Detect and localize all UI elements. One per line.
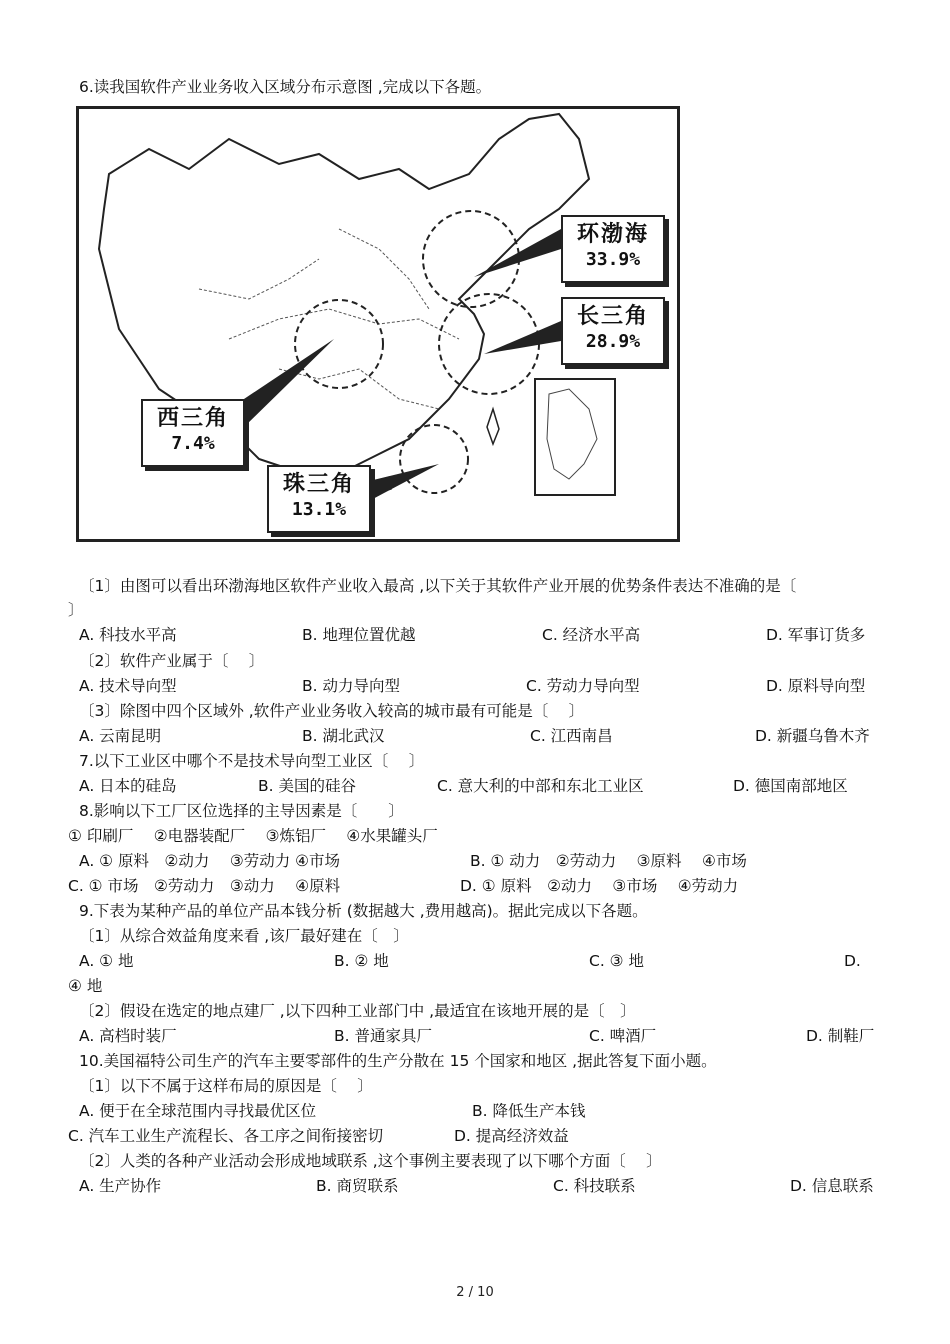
label-yangtze [561,297,665,365]
q9-sub2-option-d[interactable]: D. 制鞋厂 [806,1027,875,1045]
label-west [141,399,245,467]
q9-sub1-option-b[interactable]: B. ② 地 [334,952,389,970]
q6-sub3-option-c[interactable]: C. 江西南昌 [530,727,613,745]
q6-sub3-option-a[interactable]: A. 云南昆明 [79,727,162,745]
q9-sub1-option-c[interactable]: C. ③ 地 [589,952,644,970]
region-circle-bohai [423,211,519,307]
region-percent: 28.9% [585,331,641,352]
region-circle-west [295,300,383,388]
q6-sub2-option-b[interactable]: B. 动力导向型 [302,677,400,695]
q6-sub1-stem: 〔1〕由图可以看出环渤海地区软件产业收入最高 ,以下关于其软件产业开展的优势条件表达不准确的是〔 [79,577,797,595]
q9-sub1-option-a[interactable]: A. ① 地 [79,952,134,970]
q6-sub1-option-d[interactable]: D. 军事订货多 [766,626,866,644]
q10-sub2-option-c[interactable]: C. 科技联系 [553,1177,636,1195]
software-income-map [76,106,680,542]
q9-sub2-option-c[interactable]: C. 啤酒厂 [589,1027,657,1045]
q9-sub1-stem: 〔1〕从综合效益角度来看 ,该厂最好建在〔 〕 [79,927,409,945]
q9-sub2-stem: 〔2〕假设在选定的地点建厂 ,以下四种工业部门中 ,最适宜在该地开展的是〔 〕 [79,1002,636,1020]
q6-sub2-option-a[interactable]: A. 技术导向型 [79,677,177,695]
q10-sub1-option-c[interactable]: C. 汽车工业生产流程长、各工序之间衔接密切 [68,1127,384,1145]
q8-items: ① 印刷厂 ②电器装配厂 ③炼铝厂 ④水果罐头厂 [68,827,438,845]
q8-option-d[interactable]: D. ① 原料 ②动力 ③市场 ④劳动力 [460,877,739,895]
q10-sub2-stem: 〔2〕人类的各种产业活动会形成地域联系 ,这个事例主要表现了以下哪个方面〔 〕 [79,1152,662,1170]
q6-sub3-option-b[interactable]: B. 湖北武汉 [302,727,385,745]
region-name: 珠三角 [282,472,355,497]
q10-sub1-stem: 〔1〕以下不属于这样布局的原因是〔 〕 [79,1077,373,1095]
q8-option-a[interactable]: A. ① 原料 ②动力 ③劳动力 ④市场 [79,852,341,870]
q9-sub2-option-a[interactable]: A. 高档时装厂 [79,1027,177,1045]
label-bohai [561,215,665,283]
q6-sub1-option-c[interactable]: C. 经济水平高 [542,626,641,644]
q6-sub1-stem-end: 〕 [68,601,84,619]
q10-sub1-option-d[interactable]: D. 提高经济效益 [454,1127,569,1145]
region-percent: 7.4% [171,433,215,454]
q6-sub2-stem: 〔2〕软件产业属于〔 〕 [79,652,265,670]
region-name: 环渤海 [576,222,649,247]
q10-sub1-option-a[interactable]: A. 便于在全球范围内寻找最优区位 [79,1102,317,1120]
q9-sub1-option-d[interactable]: D. [844,952,861,970]
region-name: 西三角 [156,406,229,431]
question-8-stem: 8.影响以下工厂区位选择的主导因素是〔 〕 [79,802,404,820]
region-circle-pearl [400,425,468,493]
q6-sub1-option-b[interactable]: B. 地理位置优越 [302,626,416,644]
q10-sub2-option-d[interactable]: D. 信息联系 [790,1177,874,1195]
q10-sub1-option-b[interactable]: B. 降低生产本钱 [472,1102,586,1120]
question-6-title: 6.读我国软件产业业务收入区域分布示意图 ,完成以下各题。 [79,78,492,96]
q7-option-d[interactable]: D. 德国南部地区 [733,777,848,795]
page-number: 2 / 10 [456,1285,494,1300]
q6-sub2-option-c[interactable]: C. 劳动力导向型 [526,677,640,695]
region-percent: 33.9% [585,249,641,270]
q7-option-c[interactable]: C. 意大利的中部和东北工业区 [437,777,644,795]
region-percent: 13.1% [291,499,347,520]
q9-sub1-option-d-text: ④ 地 [68,977,103,995]
q6-sub1-option-a[interactable]: A. 科技水平高 [79,626,177,644]
question-7-stem: 7.以下工业区中哪个不是技术导向型工业区〔 〕 [79,752,425,770]
label-pearl [267,465,371,533]
q7-option-a[interactable]: A. 日本的硅岛 [79,777,177,795]
question-9-stem: 9.下表为某种产品的单位产品本钱分析 (数据越大 ,费用越高)。据此完成以下各题。 [79,902,648,920]
q10-sub2-option-b[interactable]: B. 商贸联系 [316,1177,399,1195]
q6-sub3-option-d[interactable]: D. 新疆乌鲁木齐 [755,727,870,745]
question-10-stem: 10.美国福特公司生产的汽车主要零部件的生产分散在 15 个国家和地区 ,据此答复下面小题。 [79,1052,717,1070]
region-name: 长三角 [576,304,649,329]
q9-sub2-option-b[interactable]: B. 普通家具厂 [334,1027,432,1045]
q6-sub2-option-d[interactable]: D. 原料导向型 [766,677,866,695]
q6-sub3-stem: 〔3〕除图中四个区域外 ,软件产业业务收入较高的城市最有可能是〔 〕 [79,702,585,720]
q8-option-c[interactable]: C. ① 市场 ②劳动力 ③动力 ④原料 [68,877,341,895]
q8-option-b[interactable]: B. ① 动力 ②劳动力 ③原料 ④市场 [470,852,747,870]
q10-sub2-option-a[interactable]: A. 生产协作 [79,1177,162,1195]
q7-option-b[interactable]: B. 美国的硅谷 [258,777,356,795]
